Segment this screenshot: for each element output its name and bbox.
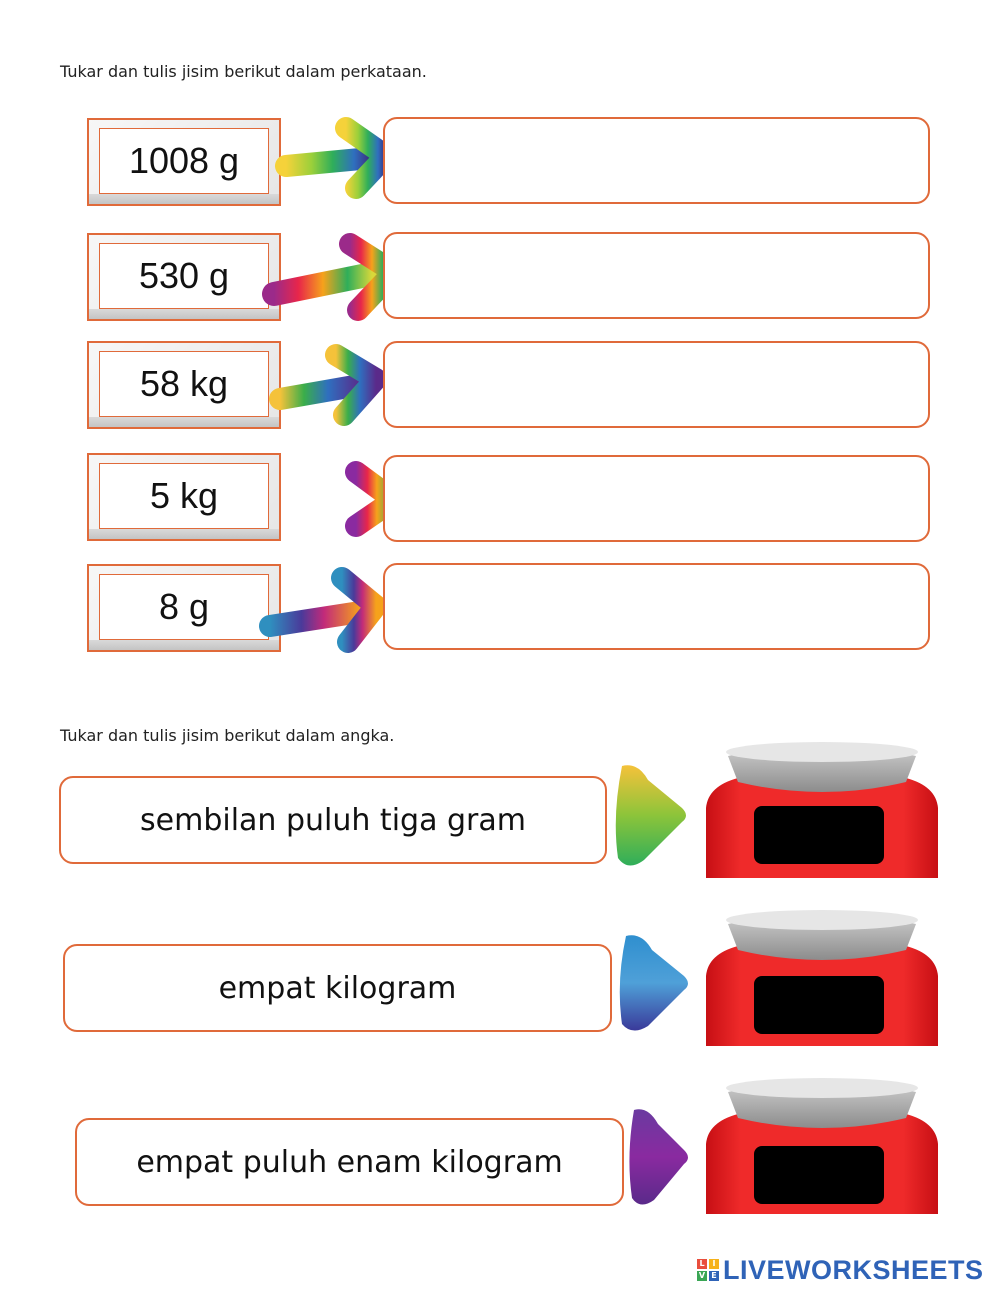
answer-input[interactable] (383, 341, 930, 428)
scale-answer-input[interactable] (754, 1146, 884, 1204)
liveworksheets-logo (697, 1255, 984, 1285)
scale-answer-input[interactable] (754, 806, 884, 864)
answer-input[interactable] (383, 117, 930, 204)
mass-value: 1008 g (99, 128, 269, 194)
brand-name: LIVEWORKSHEETS (723, 1254, 984, 1285)
pointer-triangle-icon (612, 930, 692, 1036)
arrow-right-icon (256, 566, 396, 654)
word-card (63, 944, 612, 1032)
mass-card (87, 233, 281, 321)
mass-value: 5 kg (99, 463, 269, 529)
mass-card (87, 564, 281, 652)
instruction-words: Tukar dan tulis jisim berikut dalam perkataan. (60, 62, 427, 81)
pointer-triangle-icon (608, 760, 690, 872)
mass-card (87, 341, 281, 429)
word-card (75, 1118, 624, 1206)
instruction-numbers: Tukar dan tulis jisim berikut dalam angka. (60, 726, 395, 745)
answer-input[interactable] (383, 455, 930, 542)
scale-answer-input[interactable] (754, 976, 884, 1034)
answer-input[interactable] (383, 563, 930, 650)
mass-card (87, 453, 281, 541)
logo-mark-icon: L I V E (697, 1259, 719, 1281)
answer-input[interactable] (383, 232, 930, 319)
word-value: sembilan puluh tiga gram (140, 802, 526, 838)
word-value: empat kilogram (218, 970, 457, 1006)
mass-card (87, 118, 281, 206)
mass-value: 530 g (99, 243, 269, 309)
word-card (59, 776, 607, 864)
word-value: empat puluh enam kilogram (136, 1144, 563, 1180)
arrow-right-icon (268, 343, 398, 433)
mass-value: 58 kg (99, 351, 269, 417)
mass-value: 8 g (99, 574, 269, 640)
pointer-triangle-icon (624, 1104, 692, 1210)
